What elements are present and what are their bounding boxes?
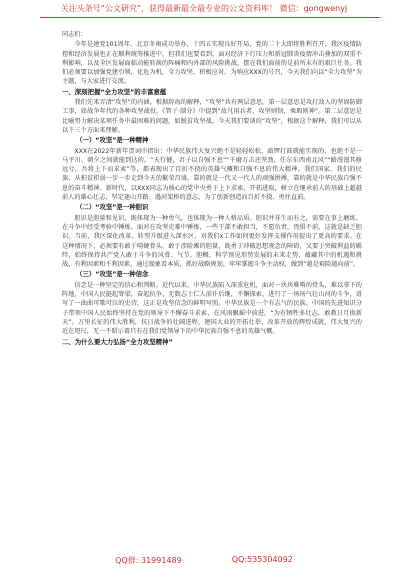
heading-section-1: 一、深刻把握“全力攻坚”的丰富意蕴 bbox=[62, 87, 167, 96]
paragraph-spirit: XXX在2022年新年贺词中指出：中华民族伟大复兴绝不是轻轻松松、敲锣打鼓就能实现的，也绝不是一马平川、朝夕之间就能到达的。“天行健，君子以自强不息”“千磨万击还坚劲，任尔东西南北风”“路漫漫其修远兮，吾将上下而求索”等，都表现出了百折不挠的英雄气概和自强不息的伟大精神。我们国家，我们的民族，从积贫积弱一步一步走到今天的繁荣昌盛，靠的就是一代又一代人的顽强拼搏，靠的就是中华民族自强不息的奋斗精神。新时代，以XXX同志为核心的党中央勇于上下求索，开拓进取，树立在继承前人的基础上超越前人的雄心壮志，坚定逢山开路、遇河架桥的意志，为了创新创造而百折不挠、勇往直前。 bbox=[62, 147, 362, 202]
heading-sub-3: （三）“攻坚”是一种信念 bbox=[76, 270, 149, 279]
footer-qq: QQ:535304092 bbox=[231, 555, 293, 564]
heading-sub-1: （一）“攻坚”是一种精神 bbox=[76, 136, 149, 145]
footer-contact bbox=[0, 555, 408, 566]
paragraph-belief: 信念是一种坚定的信心和判断。近代以来，中华民族陷入深重危机，面对一块块难啃的骨头，难以拿下的阵地，中国人民挺起脊梁，奋起抗争，无数志士仁人前仆后继，不懈探索，进行了一场场气壮山河的斗争，谱写了一曲曲可歌可泣的史诗，这正是攻坚信念的鲜明写照。中华民族是一个有志气的民族。中国的先进知识分子带领中国人民始终坚持在党的领导下不懈奋斗求索，在风雨飘摇中前进，“为有牺牲多壮志，敢教日月换新天”。万里长征的伟大胜利，抗日战争的壮阔进程，建国大业的开拓壮举，改革开放的辉煌成就，伟大复兴的近在咫尺，无一不昭示着只有在我们党领导下的中华民族自强不息的英雄气概。 bbox=[62, 281, 362, 336]
salutation: 同志们： bbox=[62, 31, 87, 38]
paragraph-intro: 今年是建党101周年、北京冬奥成功举办，十四五实现良好开局，党的二十大即将胜利召开，我区疫情防控和经济发展也正在顺利统筹推进中，但我们也要看到，面对经济下行压力和新冠肺炎疫情冲击叠加的双重不利影响，以及全区发展面临动能转换的阵痛和内外部的风险挑战，摆在我们面前的是前所未有的艰巨任务。我们必须要以加强党建引领，化危为机，全力攻坚，积极应对。为响应XXX的号召，今天我们向以“全力攻坚”为主题，与大家进行交流。 bbox=[62, 41, 362, 86]
header-divider bbox=[40, 17, 380, 18]
heading-sub-2: （二）“攻坚”是一种胆识 bbox=[76, 203, 149, 212]
header-banner: 关注头条号“公文研究”，获得最新最全最专业的公文资料库！ 微信：gongwenyj bbox=[60, 4, 348, 13]
heading-section-2: 二、为什么要大力弘扬“全力攻坚精神” bbox=[62, 337, 173, 346]
paragraph-courage: 胆识是胆量和见识，既体现为一种勇气，也体现为一种人格品质。胆识并非生而有之，需要在事上磨练、在斗争中经受考验中锤炼。面对在攻坚克难中锤炼，一些干部不敢担当，不愿负责，畏惧不前，这就是缺乏胆识。当前，我区深化改革、转型升级进入深水区，对我们x工作如何更好发挥支撑作用提出了更高的要求。在这种情况下，必须要有敢于啃硬骨头、敢于涉险滩的胆量，既勇于冲破思想观念的障碍，又要于突破利益的羁绊，始终保持共产党人敢于斗争的风骨、气节、胆概，科学预见形势发展的未来走势、蕴藏其中的机遇和挑战，有利因素和不利因素，通过现象看本质，抓好战略规划，牢牢掌握斗争主动权，做到“越是艰险越向前”。 bbox=[62, 214, 362, 269]
paragraph-meaning: 我们先来弄清“攻坚”的内涵。根据辞海的解释，“攻坚”共有两层意思。第一层意思是攻打敌人的坚固防御工事，如战争年代的各种攻坚战役。《管子·制分》中提到“故凡用兵者，攻坚则韧，乘瑕则神”。第二层意思是比喻努力解决某项任务中最困难的问题，如脱贫攻坚战。今天我们要谈的“攻坚”，根据这个解释，我们可以从以下三个方面来理解。 bbox=[62, 99, 362, 134]
document-body bbox=[62, 30, 362, 348]
footer-qq-group: QQ群: 31991489 bbox=[115, 556, 182, 565]
